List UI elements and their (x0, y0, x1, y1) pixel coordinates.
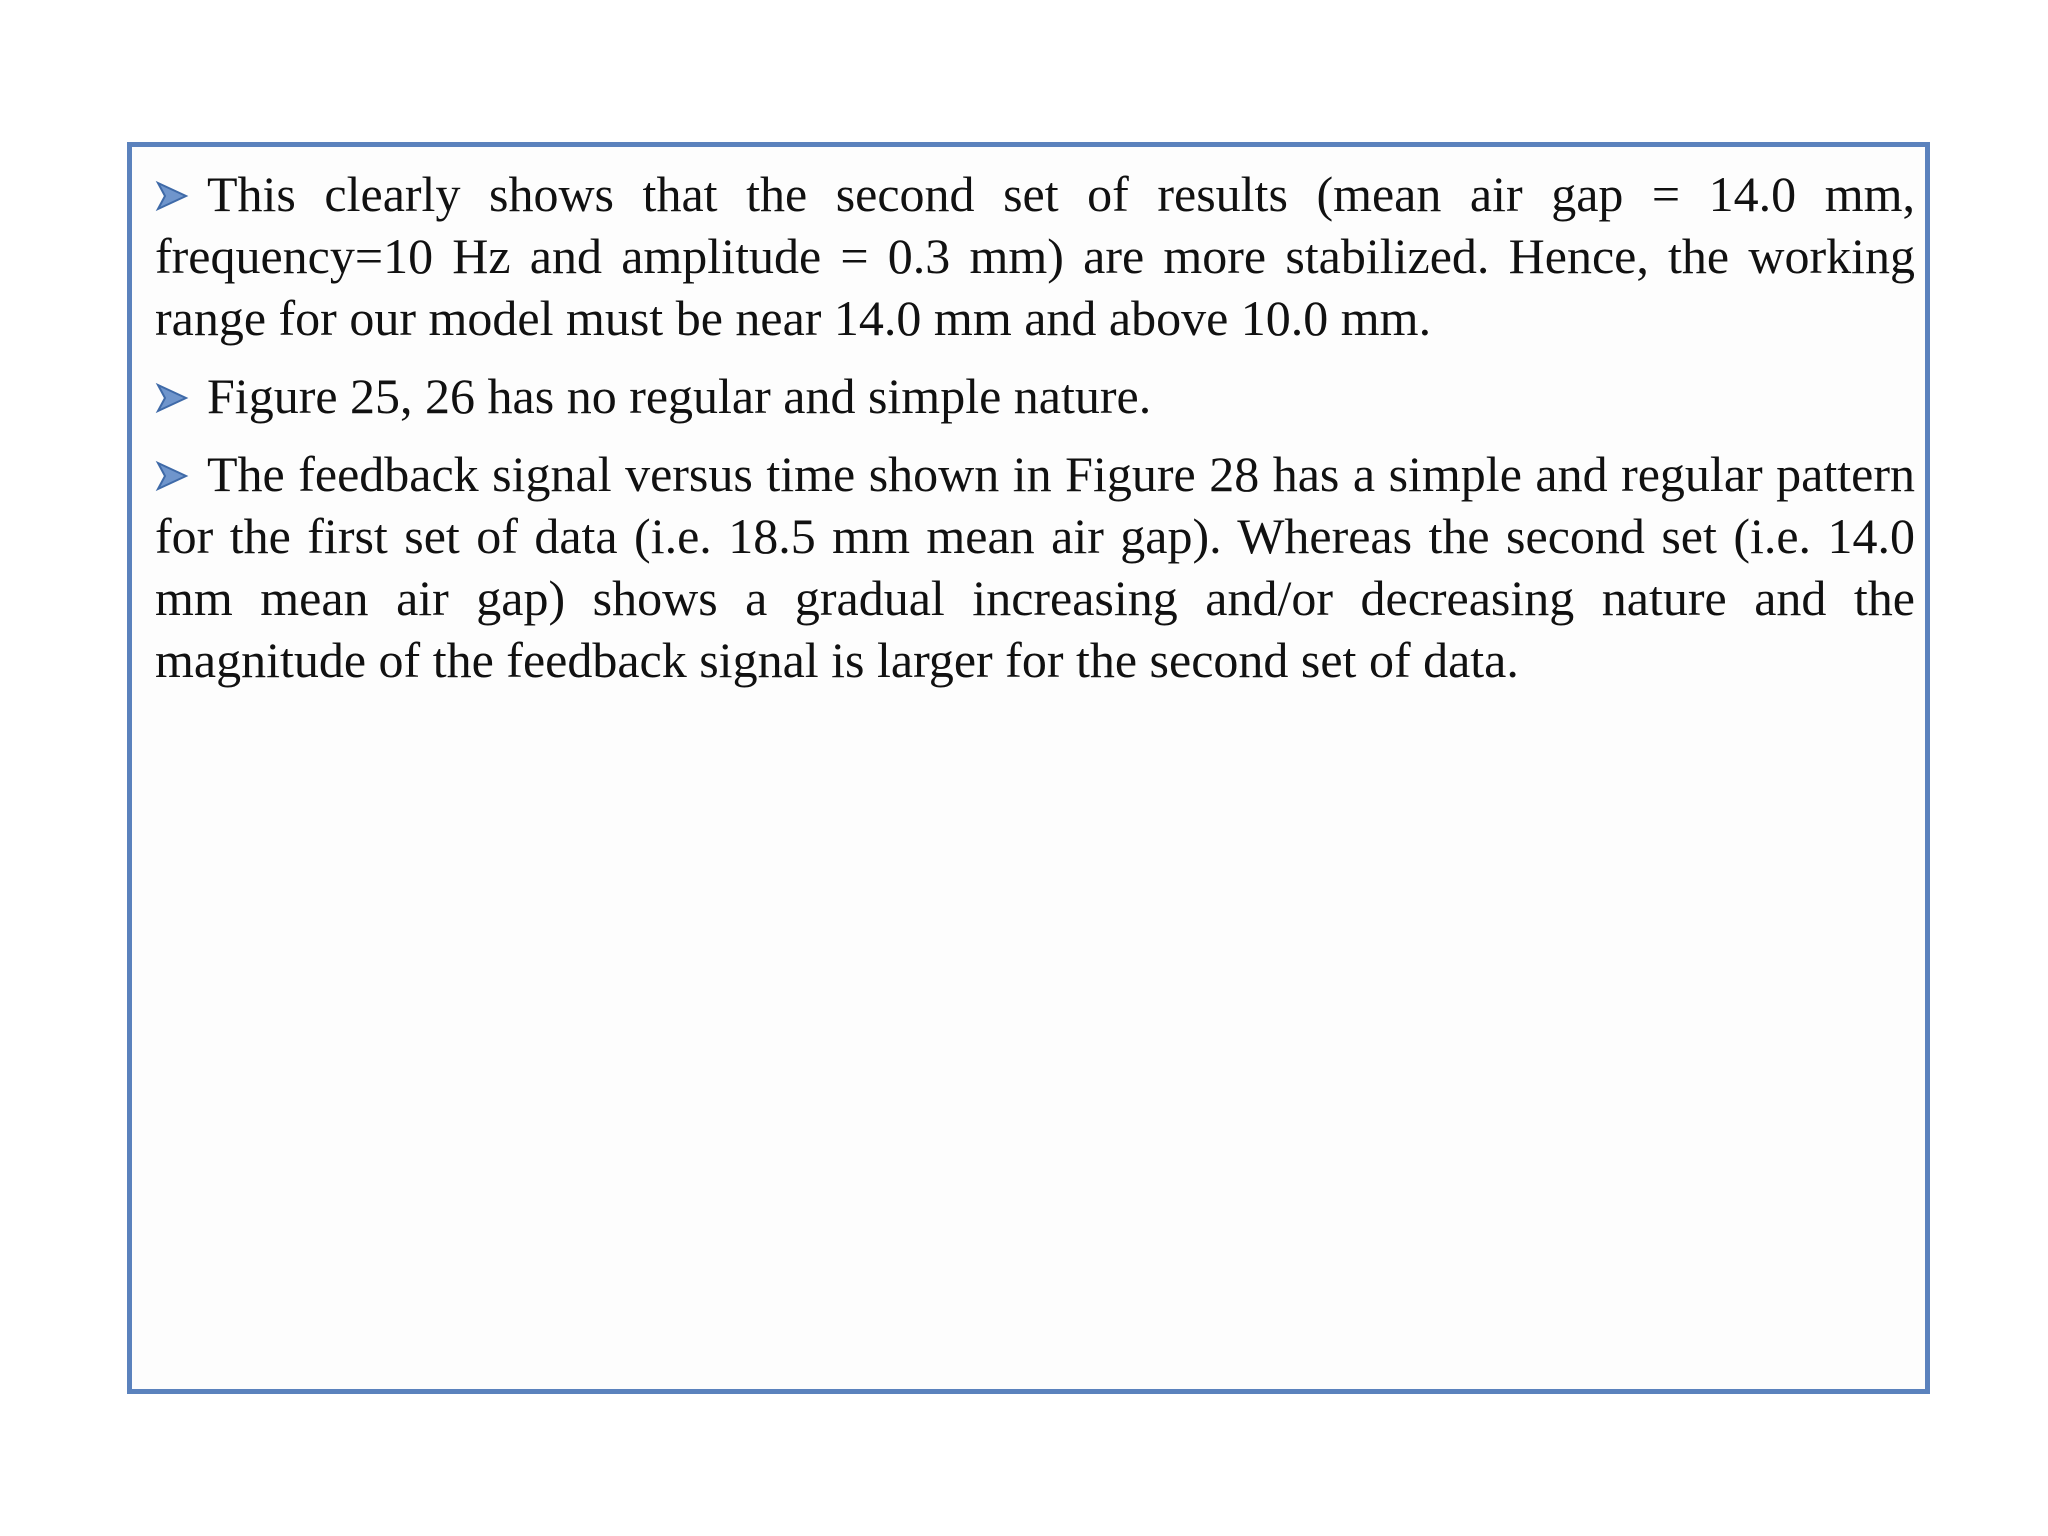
arrow-bullet-icon (155, 381, 189, 415)
bullet-item-1 (155, 163, 1915, 349)
bullet-text: This clearly shows that the second set of results (mean air gap = 14.0 mm, frequency=10 Hz and amplitude = 0.3 mm) are more stabilized. Hence, the working range for our model must be near 14.0 mm and above 10.0 mm. (155, 166, 1915, 346)
slide-frame (127, 142, 1930, 1394)
arrow-bullet-icon (155, 179, 189, 213)
bullet-item-3 (155, 443, 1915, 691)
bullet-item-2 (155, 365, 1915, 427)
bullet-text: Figure 25, 26 has no regular and simple nature. (207, 368, 1152, 424)
bullet-list (155, 163, 1915, 707)
bullet-text: The feedback signal versus time shown in Figure 28 has a simple and regular pattern for the first set of data (i.e. 18.5 mm mean air gap). Whereas the second set (i.e. 14.0 mm mean air gap) shows a gradual increasing and/or decreasing nature and the magnitude of the feedback signal is larger for the second set of data. (155, 446, 1915, 688)
arrow-bullet-icon (155, 459, 189, 493)
